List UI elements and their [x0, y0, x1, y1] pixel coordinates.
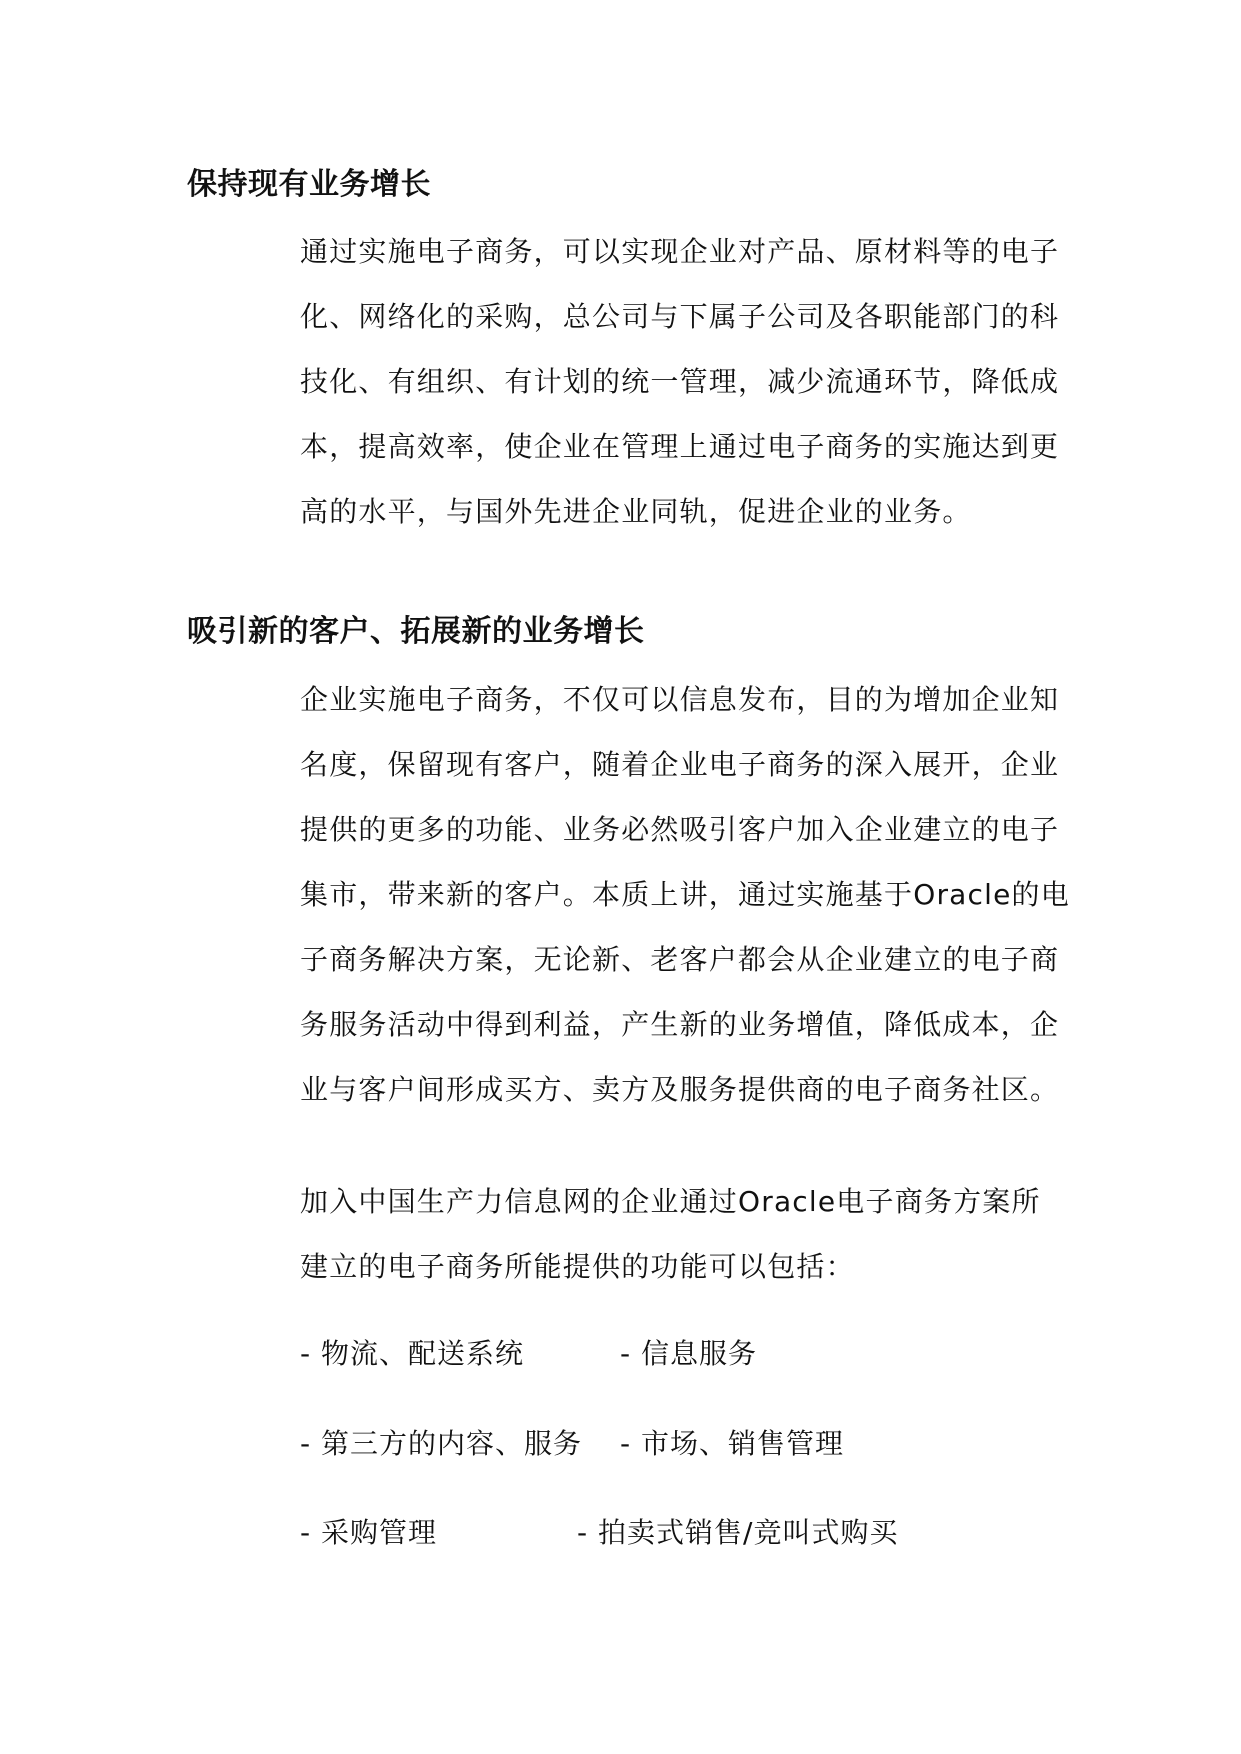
paragraph-line: 业与客户间形成买方、卖方及服务提供商的电子商务社区。: [300, 1073, 1060, 1106]
feature-marketing-sales: - 市场、销售管理: [620, 1427, 845, 1460]
paragraph-line: 技化、有组织、有计划的统一管理，减少流通环节，降低成: [300, 365, 1060, 398]
paragraph-maintain-growth: [300, 219, 1060, 544]
section-heading-maintain-growth: 保持现有业务增长: [187, 167, 431, 202]
paragraph-line: 通过实施电子商务，可以实现企业对产品、原材料等的电子: [300, 235, 1060, 268]
paragraph-line: 务服务活动中得到利益，产生新的业务增值，降低成本，企: [300, 1008, 1060, 1041]
feature-logistics: - 物流、配送系统: [300, 1337, 525, 1370]
paragraph-line: 本，提高效率，使企业在管理上通过电子商务的实施达到更: [300, 430, 1060, 463]
paragraph-line: 名度，保留现有客户，随着企业电子商务的深入展开，企业: [300, 748, 1060, 781]
paragraph-line: 子商务解决方案，无论新、老客户都会从企业建立的电子商: [300, 943, 1060, 976]
paragraph-line: 企业实施电子商务，不仅可以信息发布，目的为增加企业知: [300, 683, 1060, 716]
feature-auction: - 拍卖式销售/竞叫式购买: [577, 1516, 899, 1549]
paragraph-line: 提供的更多的功能、业务必然吸引客户加入企业建立的电子: [300, 813, 1060, 846]
section-heading-new-customers: 吸引新的客户、拓展新的业务增长: [187, 614, 645, 649]
paragraph-new-customers: [300, 667, 1070, 1122]
paragraph-line: 加入中国生产力信息网的企业通过Oracle电子商务方案所: [300, 1185, 1041, 1218]
paragraph-line: 高的水平，与国外先进企业同轨，促进企业的业务。: [300, 495, 972, 528]
paragraph-line: 建立的电子商务所能提供的功能可以包括：: [300, 1250, 855, 1283]
feature-information-services: - 信息服务: [620, 1337, 758, 1370]
paragraph-functions-intro: [300, 1169, 1060, 1299]
feature-procurement: - 采购管理: [300, 1516, 438, 1549]
paragraph-line: 集市，带来新的客户。本质上讲，通过实施基于Oracle的电: [300, 878, 1070, 911]
paragraph-line: 化、网络化的采购，总公司与下属子公司及各职能部门的科: [300, 300, 1060, 333]
feature-third-party-content: - 第三方的内容、服务: [300, 1427, 583, 1460]
